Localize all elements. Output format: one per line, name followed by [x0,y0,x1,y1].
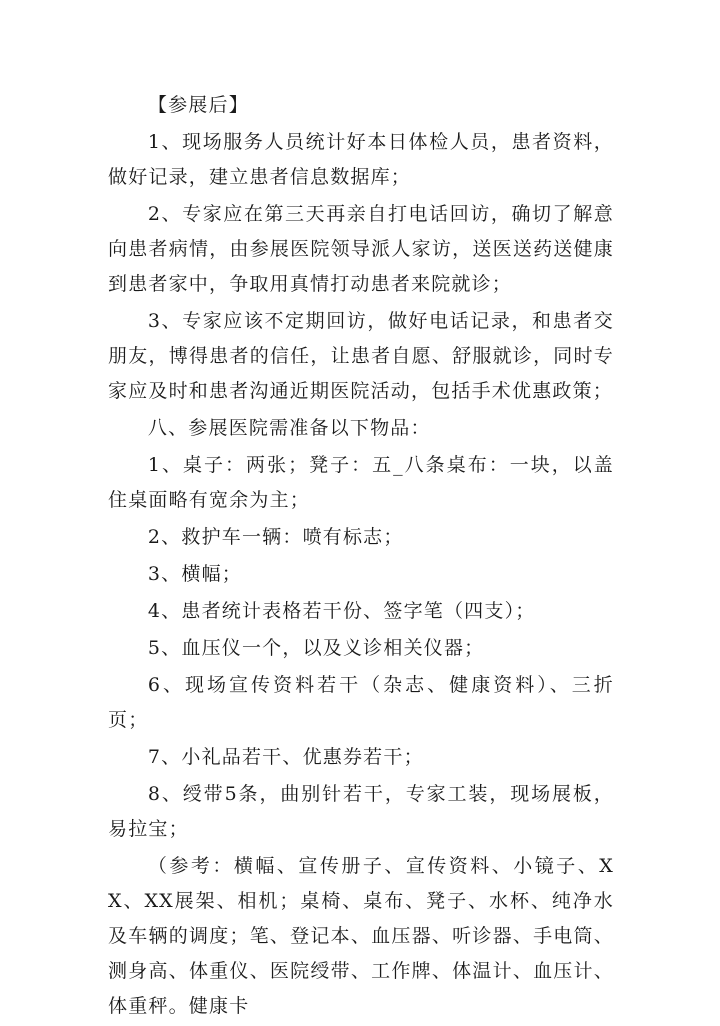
list-item-sashes: 8、绶带5条，曲别针若干，专家工装，现场展板，易拉宝； [108,783,614,840]
paragraph-item-3: 3、专家应该不定期回访，做好电话记录，和患者交朋友，博得患者的信任，让患者自愿、舒服就诊，同时专家应及时和患者沟通近期医院活动，包括手术优惠政策； [108,310,614,402]
list-item-blood-pressure: 5、血压仪一个，以及义诊相关仪器； [147,637,485,659]
section-eight-heading: 八、参展医院需准备以下物品： [147,417,431,439]
list-item-tables: 1、桌子：两张；凳子：五_八条桌布：一块，以盖住桌面略有宽余为主； [108,454,614,511]
reference-note: （参考：横幅、宣传册子、宣传资料、小镜子、XX、XX展架、相机；桌椅、桌布、凳子、水杯、纯净水及车辆的调度；笔、登记本、血压器、听诊器、手电筒、测身高、体重仪、医院绶带、工作牌、体温计、血压计、体重秤。健康卡 [108,855,614,1017]
list-item-banner: 3、横幅； [147,563,242,585]
list-item-ambulance: 2、救护车一辆：喷有标志； [147,526,404,548]
list-item-gifts: 7、小礼品若干、优惠券若干； [147,746,424,768]
list-item-materials: 6、现场宣传资料若干（杂志、健康资料）、三折页； [108,674,614,731]
list-item-forms: 4、患者统计表格若干份、签字笔（四支）； [147,600,536,622]
paragraph-item-2: 2、专家应在第三天再亲自打电话回访，确切了解意向患者病情，由参展医院领导派人家访，送医送药送健康到患者家中，争取用真情打动患者来院就诊； [108,203,614,295]
paragraph-item-1: 1、现场服务人员统计好本日体检人员，患者资料，做好记录，建立患者信息数据库； [108,131,614,188]
section-heading: 【参展后】 [147,94,249,116]
document-body [108,88,614,1026]
